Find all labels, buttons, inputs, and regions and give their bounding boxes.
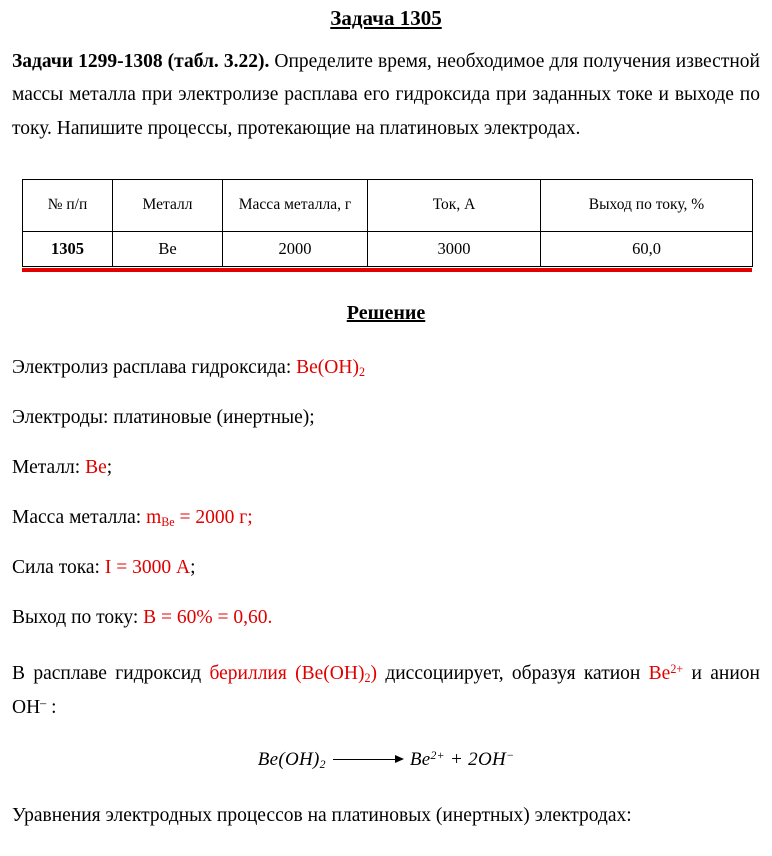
line-label: Металл:: [12, 456, 86, 478]
line-electrodes: Электроды: платиновые (инертные);: [12, 406, 315, 428]
red-text: Be: [648, 662, 671, 684]
equation-lhs-text: Be(OH): [257, 748, 320, 770]
line-label: Электролиз расплава гидроксида:: [12, 356, 297, 378]
red-superscript: 2+: [670, 661, 684, 676]
mass-value: [146, 507, 253, 528]
formula-text: Be(OH): [296, 356, 359, 378]
equation-rhs-text: 2OH: [468, 748, 507, 770]
cell-yield: 60,0: [541, 232, 753, 267]
red-text: бериллия (Be(OH): [209, 662, 365, 684]
beryllium-hydroxide-red: [209, 663, 377, 684]
reaction-arrow: [333, 753, 403, 765]
para-text: В расплаве гидроксид: [12, 662, 210, 684]
line-label: Выход по току:: [12, 606, 144, 628]
para-text: :: [46, 696, 57, 718]
para-text: и анион ОН: [12, 662, 760, 718]
line-mass: [12, 507, 760, 529]
yield-value: В = 60% = 0,60.: [143, 606, 273, 628]
header-cell-mass: Масса металла, г: [223, 180, 368, 232]
mass-symbol-subscript: Be: [161, 514, 175, 529]
equation-rhs: [410, 749, 514, 770]
cell-current: 3000: [368, 232, 541, 267]
line-yield: [12, 607, 760, 629]
equation-lhs-subscript: 2: [319, 758, 326, 772]
line-label: Сила тока:: [12, 556, 105, 578]
hydroxide-formula: [296, 357, 365, 378]
header-cell-current: Ток, А: [368, 180, 541, 232]
table-header-row: [23, 180, 753, 232]
page-title: Задача 1305: [330, 6, 442, 30]
equation-rhs-superscript: −: [506, 748, 515, 762]
line-tail: ;: [190, 556, 196, 578]
header-cell-yield: Выход по току, %: [541, 180, 753, 232]
line-electrolysis: [12, 357, 760, 379]
reaction-equation: [12, 749, 760, 771]
line-metal: [12, 457, 760, 479]
next-section-line: Уравнения электродных процессов на платиновых (инертных) электродах:: [12, 804, 632, 826]
line-current: [12, 557, 760, 579]
equation-lhs: [258, 749, 326, 770]
cell-mass: 2000: [223, 232, 368, 267]
equation-plus: +: [450, 748, 469, 770]
intro-text: Определите время, необходимое для получения известной массы металла при электролизе расплава его гидроксида при заданных токе и выходе по току. Напишите процессы, протекающие на платиновых электродах.: [12, 51, 760, 139]
dissociation-paragraph: [12, 657, 760, 725]
intro-bold-lead: Задачи 1299-1308 (табл. 3.22).: [12, 51, 270, 72]
para-text: диссоциирует, образуя катион: [377, 662, 649, 684]
beryllium-cation-red: [649, 663, 684, 684]
cell-metal: Be: [113, 232, 223, 267]
header-cell-metal: Металл: [113, 180, 223, 232]
metal-value: Be: [85, 456, 107, 478]
table-data-row: [23, 232, 753, 267]
red-text: ): [370, 662, 377, 684]
red-subscript: 2: [364, 670, 371, 685]
conditions-table: [22, 179, 753, 267]
equation-rhs-text: Be: [409, 748, 431, 770]
mass-symbol: m: [146, 506, 162, 528]
mass-rest: = 2000 г;: [174, 506, 253, 528]
line-label: Масса металла:: [12, 506, 147, 528]
intro-paragraph: [12, 45, 760, 145]
hydroxide-anion-superscript: –: [40, 695, 47, 710]
header-cell-number: № п/п: [23, 180, 113, 232]
line-tail: ;: [106, 456, 113, 478]
cell-problem-number: 1305: [23, 232, 113, 267]
equation-rhs-superscript: 2+: [430, 748, 445, 762]
formula-subscript: 2: [358, 364, 366, 379]
current-value: I = 3000 А: [104, 556, 191, 578]
red-underline: [22, 268, 752, 272]
solution-heading: Решение: [346, 301, 426, 324]
